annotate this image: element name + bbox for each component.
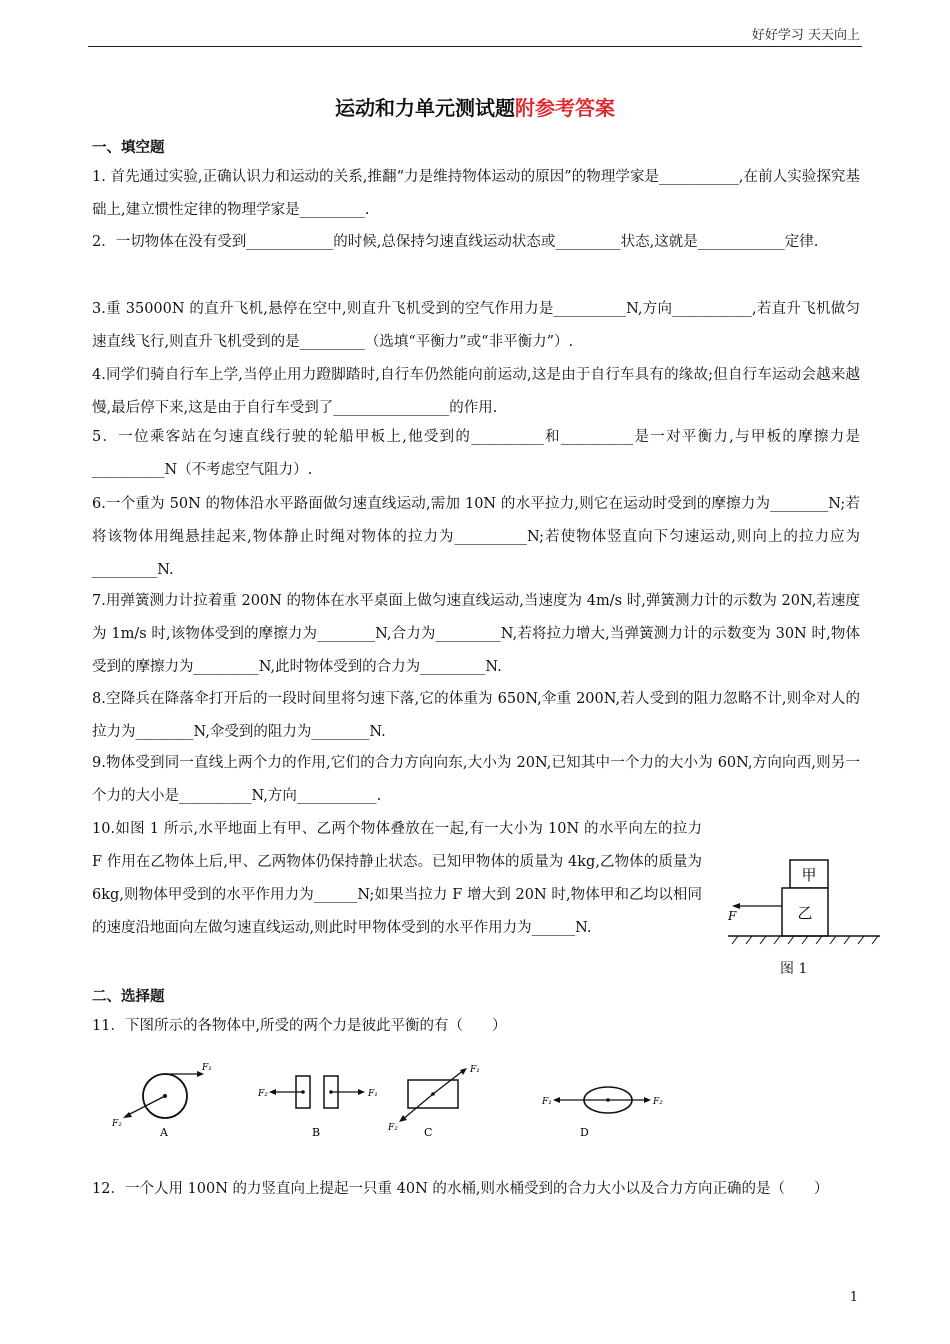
option-d-diagram (541, 1087, 663, 1139)
option-b-diagram (257, 1076, 378, 1139)
question-6: 6.一个重为 50N 的物体沿水平路面做匀速直线运动,需加 10N 的水平拉力,则它在运动时受到的摩擦力为________N;若将该物体用绳悬挂起来,物体静止时绳对物体的拉力为__________N;若使物体竖直向下匀速运动,则向上的拉力应为_________N. (92, 496, 860, 578)
question-2: 2．一切物体在没有受到____________的时候,总保持匀速直线运动状态或_________状态,这就是____________定律. (92, 234, 819, 250)
option-d-f1: F₁ (542, 1097, 552, 1107)
page-title (0, 92, 950, 121)
question-7: 7.用弹簧测力计拉着重 200N 的物体在水平桌面上做匀速直线运动,当速度为 4m/s 时,弹簧测力计的示数为 20N,若速度为 1m/s 时,该物体受到的摩擦力为________N,合力为_________N,若将拉力增大,当弹簧测力计的示数变为 30N 时,物体受到的摩擦力为_________N,此时物体受到的合力为_________N. (92, 593, 860, 675)
question-1: 1. 首先通过实验,正确认识力和运动的关系,推翻“力是维持物体运动的原因”的物理学家是___________,在前人实验探究基础上,建立惯性定律的物理学家是_________. (92, 169, 860, 218)
option-d-label: D (580, 1126, 589, 1139)
ground-hatching (732, 936, 878, 944)
block-yi-label: 乙 (797, 904, 813, 922)
question-12: 12．一个人用 100N 的力竖直向上提起一只重 40N 的水桶,则水桶受到的合力大小以及合力方向正确的是（ ） (92, 1181, 829, 1197)
question-5: 5．一位乘客站在匀速直线行驶的轮船甲板上,他受到的__________和__________是一对平衡力,与甲板的摩擦力是__________N（不考虑空气阻力）. (92, 429, 860, 478)
title-main: 运动和力单元测试题 (335, 96, 515, 120)
option-c-f2: F₂ (388, 1123, 398, 1133)
question-11: 11．下图所示的各物体中,所受的两个力是彼此平衡的有（ ） (92, 1018, 507, 1034)
page-number: 1 (849, 1290, 858, 1305)
option-c-diagram (387, 1065, 480, 1139)
option-a-f1: F₁ (202, 1063, 212, 1073)
figure-11-options (108, 1058, 678, 1148)
figure-1-caption: 图 1 (780, 961, 808, 977)
section-fill-in: 一、填空题 (92, 140, 165, 156)
option-b-f1: F₁ (368, 1089, 378, 1099)
figure-1 (724, 858, 884, 948)
option-b-label: B (312, 1126, 321, 1139)
question-4: 4.同学们骑自行车上学,当停止用力蹬脚踏时,自行车仍然能向前运动,这是由于自行车具有的缘故;但自行车运动会越来越慢,最后停下来,这是由于自行车受到了________________的作用. (92, 367, 860, 416)
question-10: 10.如图 1 所示,水平地面上有甲、乙两个物体叠放在一起,有一大小为 10N 的水平向左的拉力 F 作用在乙物体上后,甲、乙两物体仍保持静止状态。已知甲物体的质量为 4kg,乙物体的质量为 6kg,则物体甲受到的水平作用力为______N;如果当拉力 F 增大到 20N 时,物体甲和乙均以相同的速度沿地面向左做匀速直线运动,则此时甲物体受到的水平作用力为______N. (92, 821, 702, 936)
option-c-f1: F₁ (470, 1065, 480, 1075)
option-d-f2: F₂ (653, 1097, 663, 1107)
question-9: 9.物体受到同一直线上两个力的作用,它们的合力方向向东,大小为 20N,已知其中一个力的大小为 60N,方向向西,则另一个力的大小是__________N,方向___________. (92, 755, 861, 804)
force-label: F (728, 909, 737, 923)
section-choice: 二、选择题 (92, 989, 165, 1005)
option-a-diagram (111, 1063, 212, 1139)
option-b-f2: F₂ (258, 1089, 268, 1099)
header-motto: 好好学习 天天向上 (751, 28, 860, 43)
block-jia-label: 甲 (801, 866, 817, 884)
page-header (88, 22, 862, 47)
option-a-label: A (160, 1126, 168, 1139)
option-a-f2: F₂ (112, 1119, 122, 1129)
question-8: 8.空降兵在降落伞打开后的一段时间里将匀速下落,它的体重为 650N,伞重 200N,若人受到的阻力忽略不计,则伞对人的拉力为________N,伞受到的阻力为________N. (92, 691, 860, 740)
question-3: 3.重 35000N 的直升飞机,悬停在空中,则直升飞机受到的空气作用力是__________N,方向___________,若直升飞机做匀速直线飞行,则直升飞机受到的是_________（选填“平衡力”或“非平衡力”）. (92, 301, 860, 350)
title-highlight: 附参考答案 (515, 96, 615, 120)
option-c-label: C (424, 1126, 433, 1139)
